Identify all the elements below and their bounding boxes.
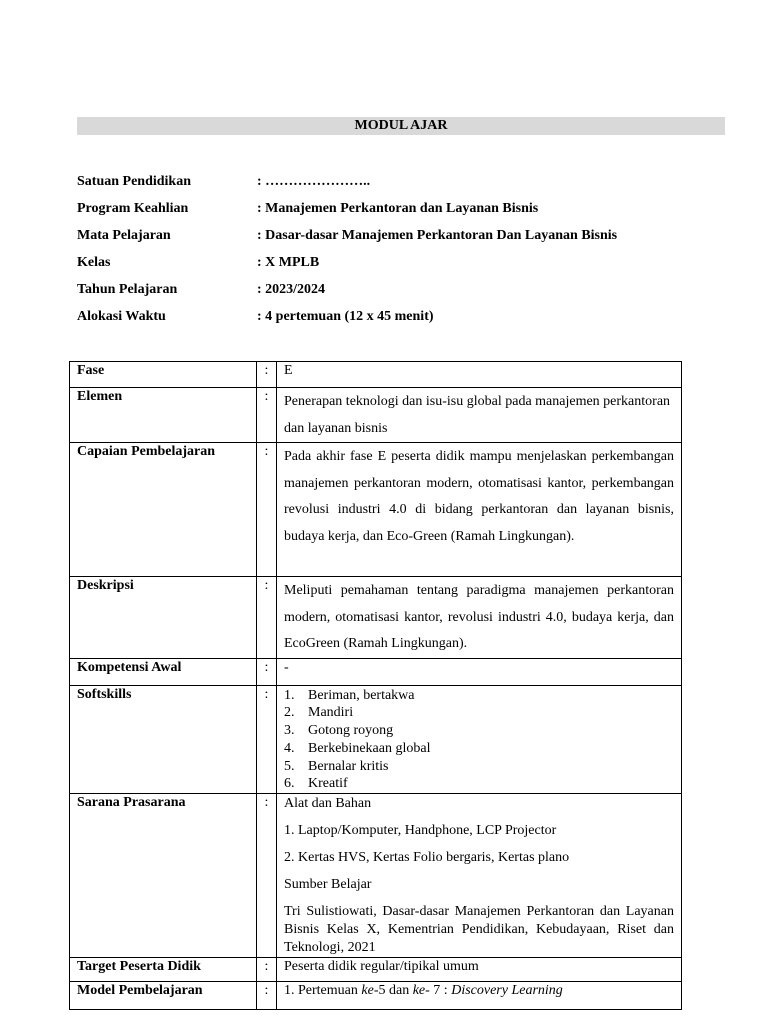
row-colon: :	[257, 794, 277, 958]
sumber-item: Tri Sulistiowati, Dasar-dasar Manajemen Perkantoran dan Layanan Bisnis Kelas X, Kementrian Pendidikan, Kebudayaan, Riset dan Teknologi, 2021	[284, 904, 674, 956]
table-row-capaian	[70, 443, 682, 577]
row-label: Elemen	[70, 388, 257, 443]
list-item	[284, 775, 674, 793]
info-value: : X MPLB	[257, 255, 320, 270]
info-label: Alokasi Waktu	[77, 309, 166, 324]
softskills-list	[284, 687, 674, 794]
row-colon: :	[257, 443, 277, 577]
row-value: E	[277, 362, 682, 388]
row-label: Deskripsi	[70, 577, 257, 659]
info-row-mapel	[77, 227, 727, 254]
row-colon: :	[257, 577, 277, 659]
list-item	[284, 740, 674, 758]
list-item	[284, 704, 674, 722]
info-value: : 2023/2024	[257, 282, 326, 297]
list-number: 1.	[284, 687, 295, 703]
table-row-sarana	[70, 794, 682, 958]
row-colon: :	[257, 362, 277, 388]
list-number: 4.	[284, 740, 295, 756]
row-value: Peserta didik regular/tipikal umum	[277, 958, 682, 982]
table-row-fase	[70, 362, 682, 388]
row-label: Fase	[70, 362, 257, 388]
row-value: Pada akhir fase E peserta didik mampu menjelaskan perkembangan manajemen perkantoran modern, otomatisasi kantor, perkembangan revolusi industri 4.0 di bidang perkantoran dan layanan bisnis, budaya kerja, dan Eco-Green (Ramah Lingkungan).	[277, 443, 682, 577]
model-mid: -5 dan	[373, 983, 413, 999]
alat-item: 2. Kertas HVS, Kertas Folio bergaris, Kertas plano	[284, 850, 570, 866]
row-value	[277, 794, 682, 958]
list-number: 2.	[284, 705, 295, 721]
list-text: Mandiri	[308, 705, 354, 721]
row-colon: :	[257, 658, 277, 685]
row-label: Target Peserta Didik	[70, 958, 257, 982]
table-row-kompetensi	[70, 658, 682, 685]
alat-heading: Alat dan Bahan	[284, 796, 372, 812]
info-label: Satuan Pendidikan	[77, 174, 191, 189]
model-prefix: 1. Pertemuan	[284, 983, 362, 999]
row-label: Model Pembelajaran	[70, 982, 257, 1010]
list-number: 6.	[284, 776, 295, 792]
info-value: : Manajemen Perkantoran dan Layanan Bisnis	[257, 201, 539, 216]
info-row-program	[77, 200, 727, 227]
table-row-model	[70, 982, 682, 1010]
row-value: Meliputi pemahaman tentang paradigma manajemen perkantoran modern, otomatisasi kantor, revolusi industri 4.0, budaya kerja, dan EcoGreen (Ramah Lingkungan).	[277, 577, 682, 659]
module-table	[69, 361, 682, 1010]
sumber-heading: Sumber Belajar	[284, 877, 372, 893]
model-ke: ke	[412, 983, 426, 999]
row-value: Penerapan teknologi dan isu-isu global pada manajemen perkantoran dan layanan bisnis	[277, 388, 682, 443]
info-value: : Dasar-dasar Manajemen Perkantoran Dan Layanan Bisnis	[257, 228, 618, 243]
row-label: Capaian Pembelajaran	[70, 443, 257, 577]
info-row-tahun	[77, 281, 727, 308]
info-row-satuan	[77, 173, 727, 200]
info-label: Mata Pelajaran	[77, 228, 171, 243]
list-text: Kreatif	[308, 776, 348, 792]
list-text: Beriman, bertakwa	[308, 687, 415, 703]
list-number: 5.	[284, 758, 295, 774]
table-row-deskripsi	[70, 577, 682, 659]
alat-item: 1. Laptop/Komputer, Handphone, LCP Projector	[284, 823, 557, 839]
row-label: Sarana Prasarana	[70, 794, 257, 958]
info-label: Program Keahlian	[77, 201, 189, 216]
list-item	[284, 722, 674, 740]
list-text: Berkebinekaan global	[308, 740, 431, 756]
table-row-target	[70, 958, 682, 982]
info-label: Tahun Pelajaran	[77, 282, 178, 297]
model-mid: - 7 :	[425, 983, 452, 999]
row-value	[277, 982, 682, 1010]
table-row-softskills	[70, 685, 682, 794]
info-value: : …………………..	[257, 174, 371, 189]
info-label: Kelas	[77, 255, 111, 270]
info-row-alokasi	[77, 308, 727, 335]
row-colon: :	[257, 685, 277, 794]
document-title: MODUL AJAR	[77, 117, 725, 135]
table-row-elemen	[70, 388, 682, 443]
model-method: Discovery Learning	[451, 983, 563, 999]
identity-section	[77, 173, 727, 335]
row-colon: :	[257, 388, 277, 443]
info-value: : 4 pertemuan (12 x 45 menit)	[257, 309, 434, 324]
list-number: 3.	[284, 723, 295, 739]
row-label: Kompetensi Awal	[70, 658, 257, 685]
list-item	[284, 758, 674, 776]
row-colon: :	[257, 958, 277, 982]
info-row-kelas	[77, 254, 727, 281]
list-text: Bernalar kritis	[308, 758, 389, 774]
row-value: -	[277, 658, 682, 685]
row-colon: :	[257, 982, 277, 1010]
row-label: Softskills	[70, 685, 257, 794]
row-value	[277, 685, 682, 794]
list-item	[284, 687, 674, 705]
list-text: Gotong royong	[308, 723, 394, 739]
model-ke: ke	[361, 983, 374, 999]
